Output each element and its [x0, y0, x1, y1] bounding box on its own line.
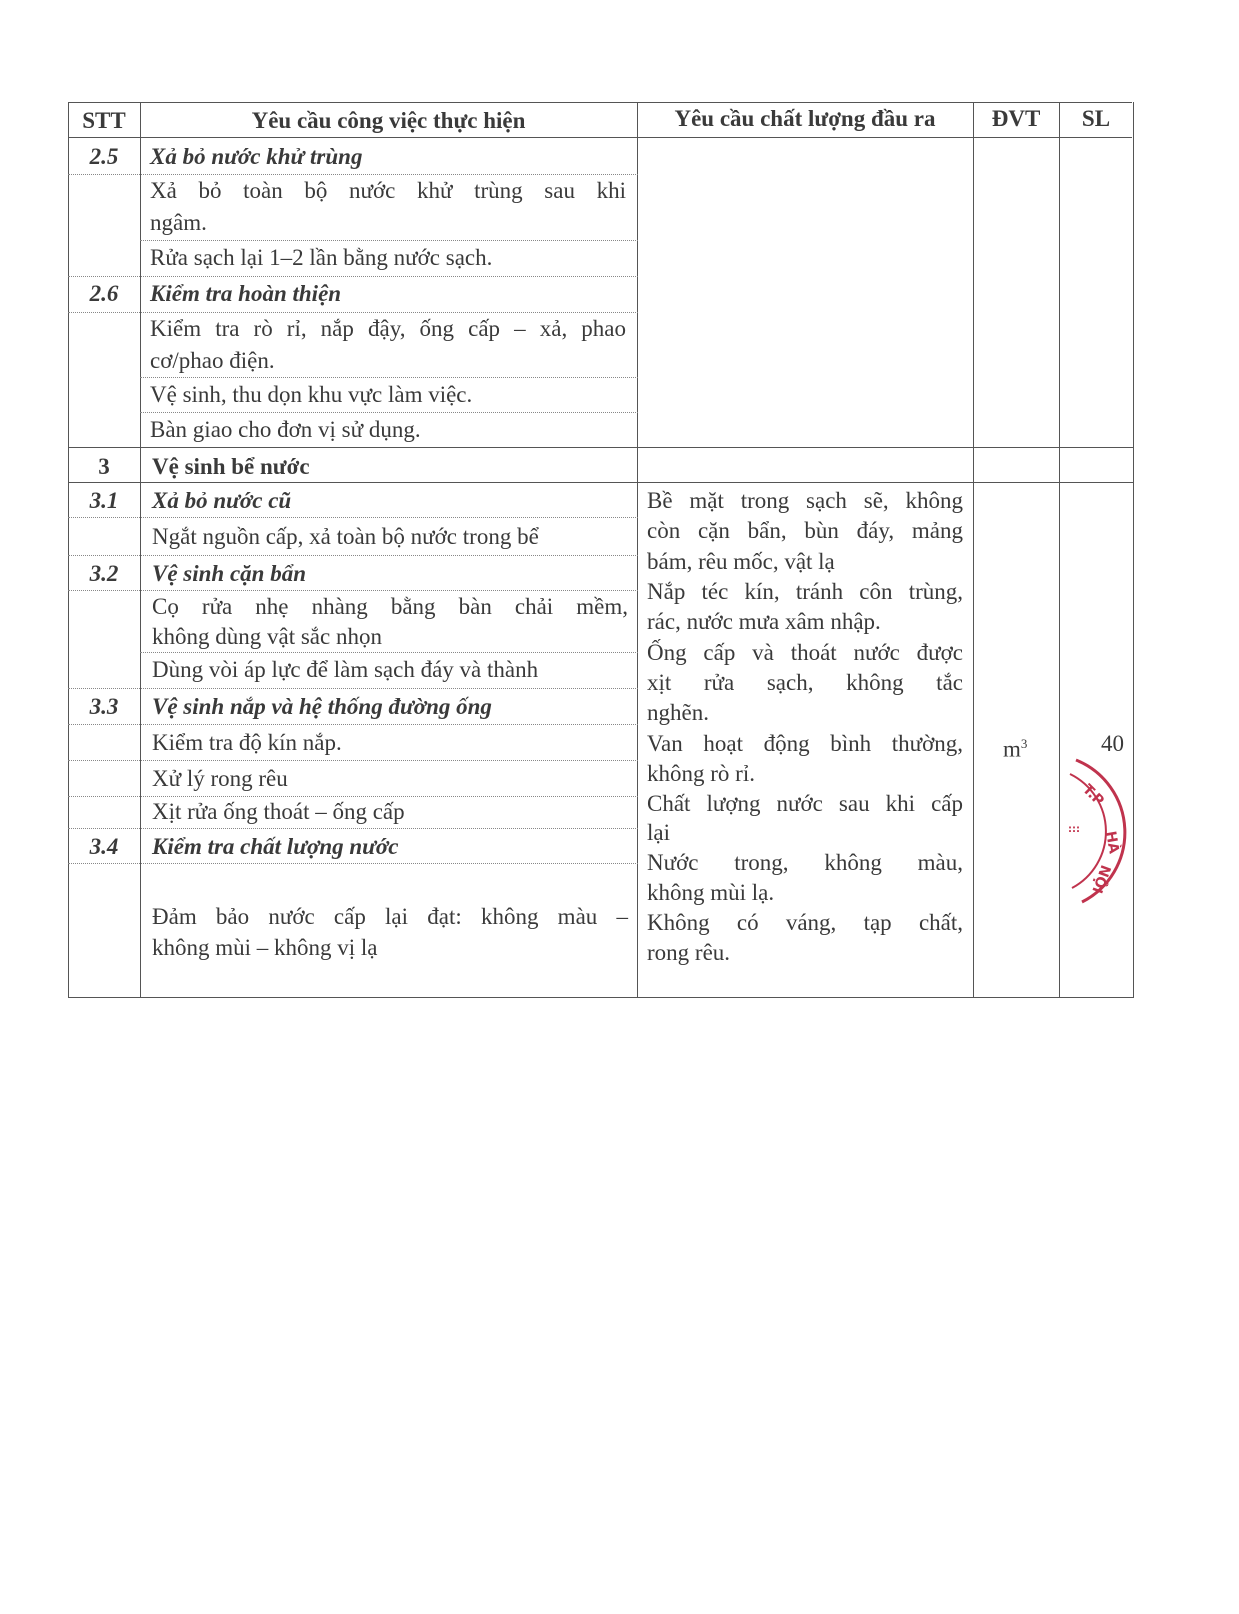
row-divider [68, 174, 638, 175]
task-text: Dùng vòi áp lực để làm sạch đáy và thành [152, 657, 539, 682]
row-divider [68, 724, 638, 725]
svg-text:HÀ: HÀ [1102, 829, 1122, 855]
quality-text: xịt rửa sạch, không tắc [647, 670, 963, 695]
section-title: Xả bỏ nước cũ [152, 488, 292, 513]
quality-text: không rò rỉ. [647, 761, 755, 786]
item-number: 3.3 [89, 694, 119, 719]
row-divider [68, 828, 638, 829]
task-text: Xả bỏ toàn bộ nước khử trùng sau khi [150, 178, 626, 203]
seal-stamp [1062, 740, 1150, 920]
section-title: Vệ sinh bể nước [152, 454, 310, 479]
header-quality: Yêu cầu chất lượng đầu ra [674, 106, 936, 131]
unit-exponent: 3 [1020, 736, 1028, 751]
task-text: Cọ rửa nhẹ nhàng bằng bàn chải mềm, [152, 594, 628, 619]
section-title: Vệ sinh cặn bẩn [152, 561, 307, 586]
quality-text: Chất lượng nước sau khi cấp [647, 791, 963, 816]
row-divider [68, 590, 638, 591]
task-text: Kiểm tra rò rỉ, nắp đậy, ống cấp – xả, phao [150, 316, 626, 341]
svg-text::::: ::: [1068, 824, 1080, 835]
quantity-value: 40 [1101, 731, 1124, 756]
quality-text: Ống cấp và thoát nước được [647, 640, 963, 665]
row-divider [140, 377, 638, 378]
row-divider [68, 312, 638, 313]
row-line-section3-bottom [68, 482, 1134, 483]
row-line-section3-top [68, 447, 1134, 448]
task-text: Vệ sinh, thu dọn khu vực làm việc. [150, 382, 473, 407]
section-title: Kiểm tra chất lượng nước [152, 834, 399, 859]
row-divider [68, 276, 638, 277]
row-divider [68, 863, 638, 864]
item-number: 2.6 [89, 281, 119, 306]
col-divider-unit [1059, 102, 1060, 998]
task-text: Bàn giao cho đơn vị sử dụng. [150, 417, 421, 442]
item-number: 2.5 [89, 144, 119, 169]
row-divider [68, 555, 638, 556]
quality-text: Nước trong, không màu, [647, 850, 963, 875]
header-work: Yêu cầu công việc thực hiện [251, 108, 526, 133]
row-divider [140, 412, 638, 413]
item-number: 3.1 [89, 488, 119, 513]
quality-text: Van hoạt động bình thường, [647, 731, 963, 756]
section-title: Vệ sinh nắp và hệ thống đường ống [152, 694, 492, 719]
item-number: 3 [98, 454, 110, 479]
quality-text: lại [647, 820, 670, 845]
quality-text: còn cặn bẩn, bùn đáy, mảng [647, 518, 963, 543]
quality-text: Không có váng, tạp chất, [647, 910, 963, 935]
row-divider [140, 652, 638, 653]
col-divider-quality [973, 102, 974, 998]
header-unit: ĐVT [991, 106, 1041, 131]
quality-text: rong rêu. [647, 940, 731, 965]
quality-text: Nắp téc kín, tránh côn trùng, [647, 579, 963, 604]
unit-base: m [1003, 736, 1021, 762]
item-number: 3.2 [89, 561, 119, 586]
task-text: Kiểm tra độ kín nắp. [152, 730, 342, 755]
header-stt: STT [82, 108, 126, 133]
task-text: Xử lý rong rêu [152, 766, 288, 791]
item-number: 3.4 [89, 834, 119, 859]
row-divider [68, 760, 638, 761]
section-title: Xả bỏ nước khử trùng [150, 144, 363, 169]
row-divider [68, 688, 638, 689]
section-title: Kiểm tra hoàn thiện [150, 281, 342, 306]
task-text: Ngắt nguồn cấp, xả toàn bộ nước trong bể [152, 524, 539, 549]
task-text: Xịt rửa ống thoát – ống cấp [152, 799, 405, 824]
task-text: không dùng vật sắc nhọn [152, 624, 382, 649]
quality-text: bám, rêu mốc, vật lạ [647, 549, 835, 574]
task-text: Đảm bảo nước cấp lại đạt: không màu – [152, 904, 628, 929]
unit-value [1003, 729, 1027, 765]
quality-text: nghẽn. [647, 700, 709, 725]
row-divider [68, 517, 638, 518]
task-text: ngâm. [150, 210, 207, 235]
quality-text: rác, nước mưa xâm nhập. [647, 609, 881, 634]
task-text: cơ/phao điện. [150, 348, 275, 373]
header-qty: SL [1081, 106, 1111, 131]
table-bottom-border [68, 997, 1134, 998]
svg-text:T.P: T.P [1079, 781, 1107, 810]
task-text: Rửa sạch lại 1–2 lần bằng nước sạch. [150, 245, 493, 270]
task-text: không mùi – không vị lạ [152, 935, 378, 960]
quality-text: không mùi lạ. [647, 880, 775, 905]
quality-text: Bề mặt trong sạch sẽ, không [647, 488, 963, 513]
svg-text:NỘI: NỘI [1088, 862, 1114, 896]
row-divider [140, 240, 638, 241]
